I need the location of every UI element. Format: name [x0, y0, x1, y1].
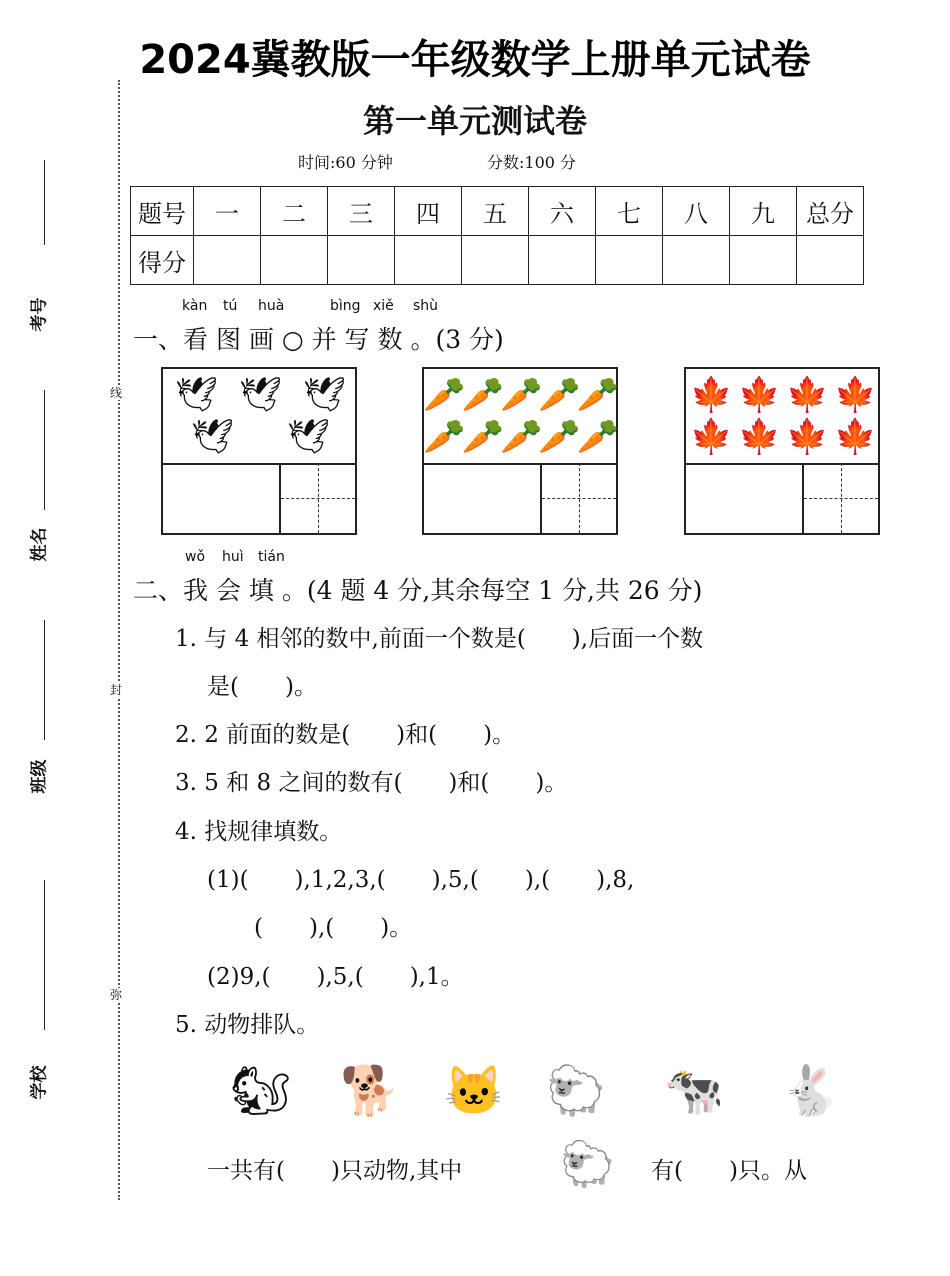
pinyin-kan: kàn	[182, 298, 208, 314]
question-5-line-b: 有( )只。从	[651, 1158, 807, 1184]
score-header-cell: 九	[730, 187, 797, 236]
score-header-cell: 三	[328, 187, 395, 236]
score-input-cell[interactable]	[730, 236, 797, 285]
score-table-header-row	[131, 187, 864, 236]
score-table	[130, 186, 864, 285]
carrot-icon: 🥕	[500, 375, 543, 415]
leave-icon: 🍁	[834, 417, 877, 457]
bird-icon: 🕊	[239, 375, 283, 415]
write-number-grid[interactable]	[540, 463, 616, 533]
leave-icon: 🍁	[690, 417, 733, 457]
score-input-cell[interactable]	[663, 236, 730, 285]
score-table-score-row	[131, 236, 864, 285]
question-3: 3. 5 和 8 之间的数有( )和( )。	[175, 770, 568, 796]
section1-title: 一、看 图 画 ○ 并 写 数 。(3 分)	[133, 325, 504, 354]
cut-mark-seal: 封	[110, 683, 123, 697]
name-line	[44, 390, 45, 510]
cat-icon: 🐱	[444, 1063, 504, 1119]
question-4-2: (2)9,( ),5,( ),1。	[207, 964, 464, 990]
picture-box-birds	[161, 367, 357, 535]
pinyin-tian: tián	[258, 549, 285, 565]
bird-icon: 🕊	[287, 417, 331, 457]
carrot-icon: 🥕	[538, 375, 581, 415]
exam-no-line	[44, 160, 45, 245]
leave-icon: 🍁	[834, 375, 877, 415]
pinyin-hui: huì	[222, 549, 244, 565]
carrot-icon: 🥕	[576, 417, 620, 457]
carrot-icon: 🥕	[461, 417, 504, 457]
score-input-cell[interactable]	[529, 236, 596, 285]
picture-box-leaves	[684, 367, 880, 535]
score-input-cell[interactable]	[194, 236, 261, 285]
score-header-cell: 二	[261, 187, 328, 236]
score-header-cell: 总分	[797, 187, 864, 236]
section2-title: 二、我 会 填 。(4 题 4 分,其余每空 1 分,共 26 分)	[133, 576, 703, 605]
leave-icon: 🍁	[786, 417, 829, 457]
leaves-area	[686, 369, 878, 465]
sheep-icon: 🐑	[560, 1139, 615, 1190]
leave-icon: 🍁	[738, 375, 781, 415]
cut-mark-fill: 弥	[110, 988, 123, 1002]
squirrel-icon: 🐿	[230, 1063, 291, 1119]
leave-icon: 🍁	[738, 417, 781, 457]
score-input-cell[interactable]	[797, 236, 864, 285]
cow-icon: 🐄	[664, 1063, 724, 1119]
question-4: 4. 找规律填数。	[175, 819, 343, 845]
question-1-line-b: 是( )。	[207, 674, 317, 700]
sheep-icon: 🐑	[546, 1063, 606, 1119]
bird-icon: 🕊	[191, 417, 235, 457]
pinyin-wo: wǒ	[185, 549, 206, 565]
question-4-1-line-a: (1)( ),1,2,3,( ),5,( ),( ),8,	[207, 867, 635, 893]
carrot-icon: 🥕	[538, 417, 581, 457]
write-number-grid[interactable]	[279, 463, 355, 533]
birds-area	[163, 369, 355, 465]
class-label: 班级	[29, 759, 50, 794]
school-line	[44, 880, 45, 1030]
pinyin-hua: huà	[258, 298, 285, 314]
question-4-1-line-b: ( ),( )。	[254, 915, 413, 941]
school-label: 学校	[29, 1065, 50, 1100]
carrot-icon: 🥕	[423, 417, 466, 457]
score-header-cell: 四	[395, 187, 462, 236]
score-header-cell: 六	[529, 187, 596, 236]
score-info: 分数:100 分	[487, 153, 577, 172]
carrot-icon: 🥕	[576, 375, 620, 415]
score-header-cell: 题号	[131, 187, 194, 236]
score-input-cell[interactable]	[261, 236, 328, 285]
carrot-icon: 🥕	[500, 417, 543, 457]
exam-no-label: 考号	[29, 297, 50, 332]
test-title: 第一单元测试卷	[362, 102, 587, 140]
bird-icon: 🕊	[303, 375, 347, 415]
score-input-cell[interactable]	[395, 236, 462, 285]
score-header-cell: 五	[462, 187, 529, 236]
carrot-icon: 🥕	[461, 375, 504, 415]
question-2: 2. 2 前面的数是( )和( )。	[175, 722, 516, 748]
leave-icon: 🍁	[786, 375, 829, 415]
score-header-cell: 八	[663, 187, 730, 236]
leave-icon: 🍁	[690, 375, 733, 415]
score-row-label: 得分	[131, 236, 194, 285]
score-input-cell[interactable]	[328, 236, 395, 285]
pinyin-bing: bìng	[330, 298, 361, 314]
write-number-grid[interactable]	[802, 463, 878, 533]
time-info: 时间:60 分钟	[298, 153, 393, 172]
score-input-cell[interactable]	[596, 236, 663, 285]
binding-dotted-line	[118, 80, 120, 1200]
pinyin-xie: xiě	[373, 298, 394, 314]
pinyin-shu: shù	[413, 298, 439, 314]
bird-icon: 🕊	[175, 375, 219, 415]
name-label: 姓名	[29, 527, 50, 562]
score-header-cell: 一	[194, 187, 261, 236]
dog-icon: 🐕	[340, 1063, 400, 1119]
rabbit-icon: 🐇	[780, 1063, 840, 1119]
carrot-icon: 🥕	[423, 375, 466, 415]
class-line	[44, 620, 45, 740]
picture-box-carrots	[422, 367, 618, 535]
question-5-line-a: 一共有( )只动物,其中	[207, 1158, 463, 1184]
pinyin-tu: tú	[223, 298, 238, 314]
banner-title: 2024冀教版一年级数学上册单元试卷	[139, 37, 811, 83]
score-input-cell[interactable]	[462, 236, 529, 285]
question-5: 5. 动物排队。	[175, 1012, 320, 1038]
carrots-area	[423, 369, 620, 465]
cut-mark-line: 线	[110, 386, 123, 400]
question-1-line-a: 1. 与 4 相邻的数中,前面一个数是( ),后面一个数	[175, 626, 704, 652]
score-header-cell: 七	[596, 187, 663, 236]
